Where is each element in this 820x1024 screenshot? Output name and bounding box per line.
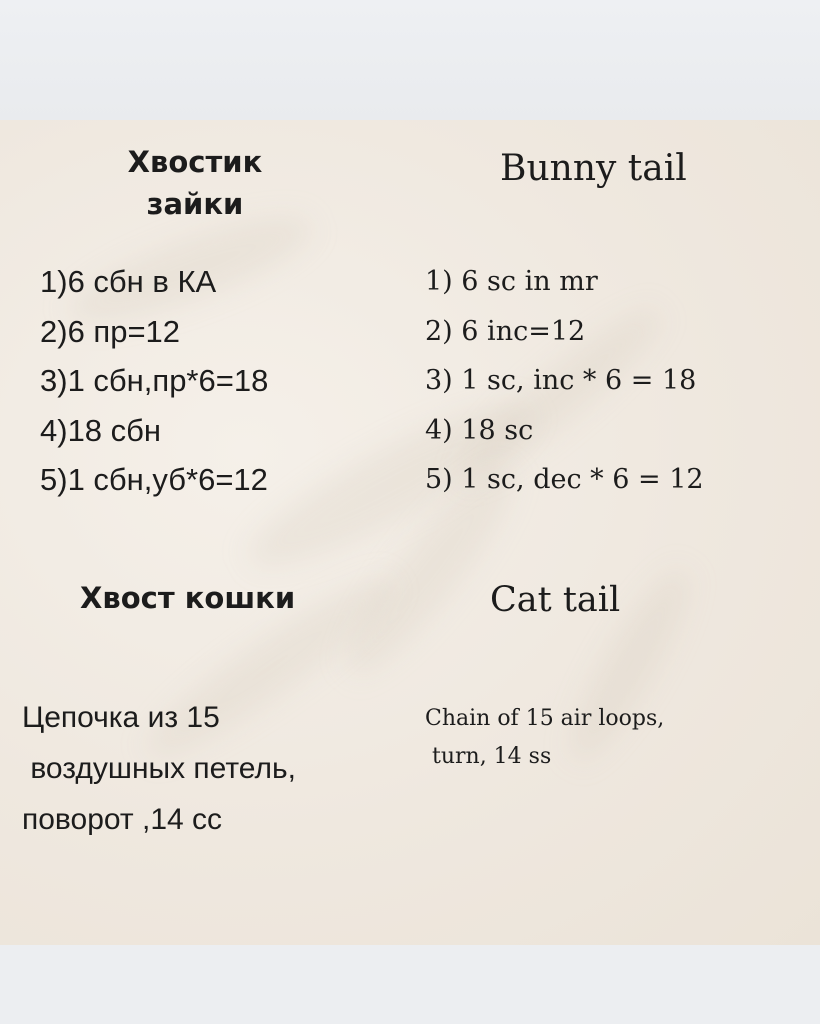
- cat-en-instructions: [425, 700, 664, 776]
- cat-en-line: Chain of 15 air loops,: [425, 706, 665, 731]
- top-margin: [0, 0, 820, 120]
- cat-ru-title: Хвост кошки: [80, 581, 296, 615]
- bunny-en-step: 4) 18 sc: [425, 414, 534, 446]
- bunny-ru-steps: [40, 257, 268, 505]
- bunny-ru-step: 5)1 сбн,уб*6=12: [40, 462, 268, 497]
- cat-ru-instructions: [22, 692, 296, 845]
- cat-en-title: Cat tail: [490, 580, 621, 620]
- bunny-ru-title-line2: зайки: [146, 187, 244, 222]
- cat-ru-line: поворот ,14 сс: [22, 803, 223, 836]
- bunny-en-title: Bunny tail: [500, 148, 687, 189]
- bunny-ru-title: [100, 141, 290, 225]
- bunny-en-step: 1) 6 sc in mr: [425, 266, 598, 297]
- bunny-en-step: 2) 6 inc=12: [425, 315, 586, 347]
- bunny-ru-step: 3)1 сбн,пр*6=18: [40, 363, 269, 398]
- cat-ru-line: Цепочка из 15: [22, 701, 220, 734]
- bunny-en-step: 3) 1 sc, inc * 6 = 18: [425, 365, 697, 396]
- bunny-ru-step: 2)6 пр=12: [40, 313, 181, 349]
- cat-ru-line: воздушных петель,: [22, 752, 296, 785]
- bunny-ru-title-line1: Хвостик: [127, 145, 263, 179]
- bottom-margin: [0, 945, 820, 1024]
- bunny-en-steps: [425, 257, 704, 505]
- bunny-ru-step: 4)18 сбн: [40, 412, 162, 448]
- bunny-en-step: 5) 1 sc, dec * 6 = 12: [425, 464, 704, 495]
- bunny-ru-step: 1)6 сбн в КА: [40, 264, 217, 299]
- cat-en-line: turn, 14 ss: [425, 744, 552, 769]
